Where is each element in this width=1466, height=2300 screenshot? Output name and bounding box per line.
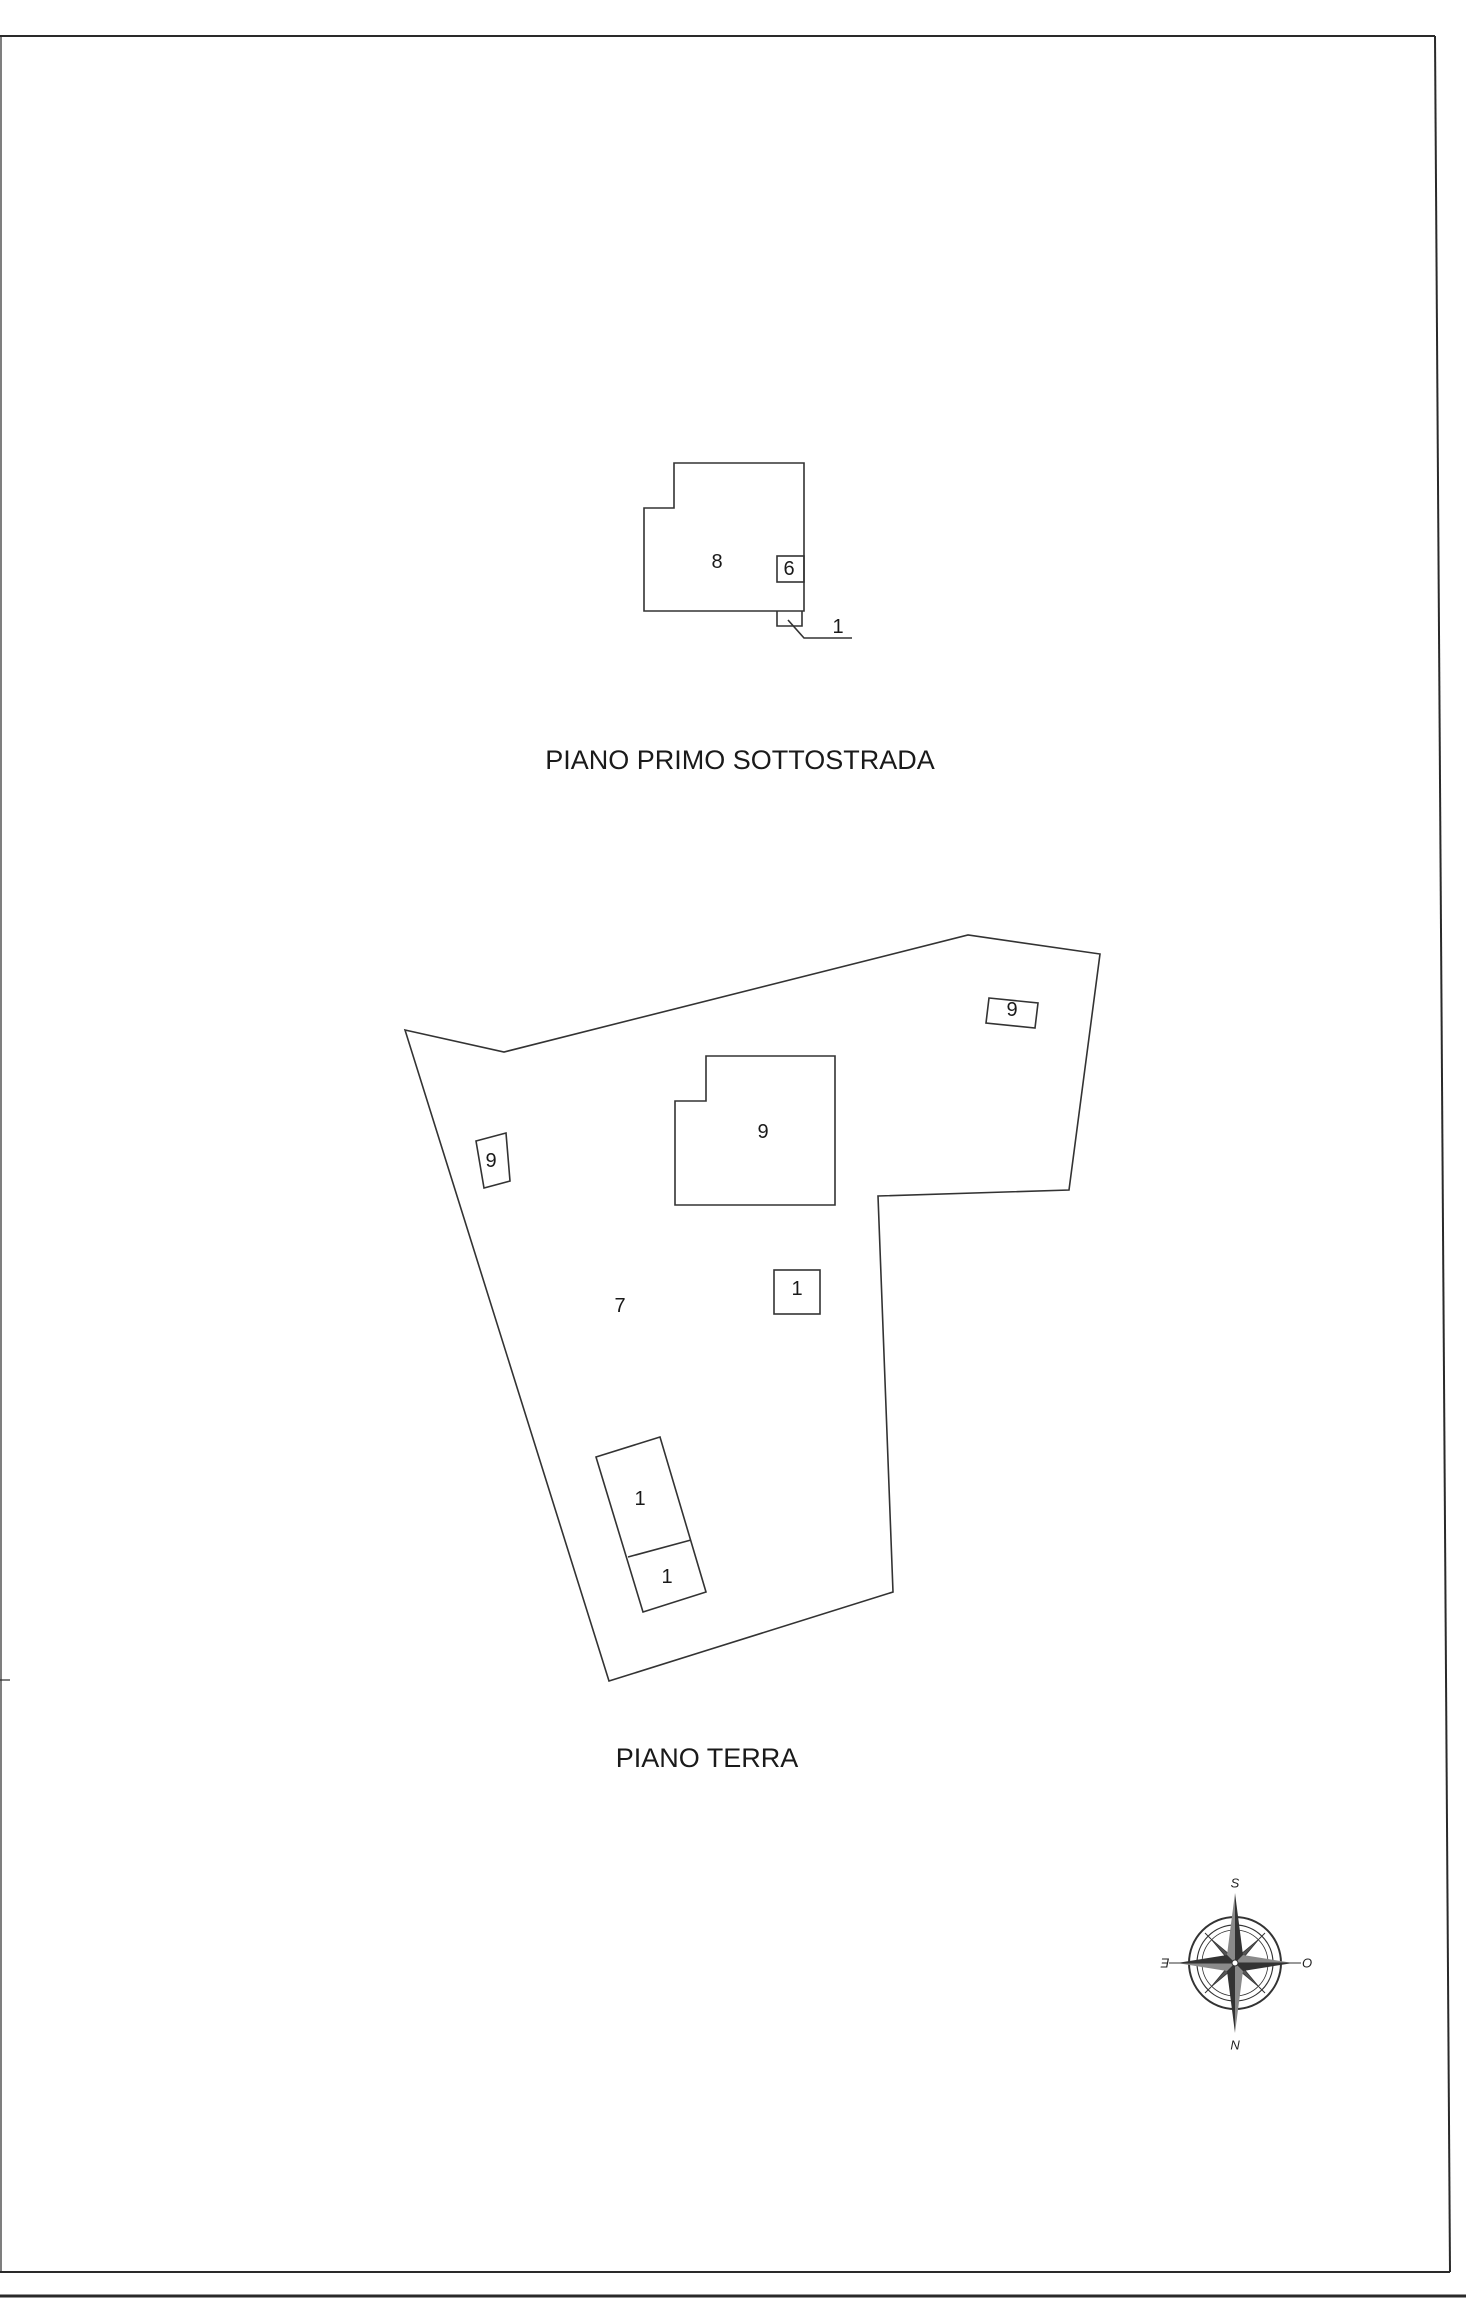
outbuilding-divider	[628, 1540, 691, 1557]
ground-title: PIANO TERRA	[615, 1743, 799, 1773]
basement-small-annex	[777, 611, 802, 626]
box-label-1-lower-b: 1	[661, 1566, 673, 1588]
shed-label-9-left: 9	[485, 1150, 497, 1172]
main-building-9	[675, 1056, 835, 1205]
shed-label-9-right: 9	[1006, 999, 1018, 1021]
ground-floor-plan	[405, 935, 1100, 1773]
basement-outline	[644, 463, 804, 611]
room-label-8: 8	[711, 551, 723, 573]
compass-label-top: S	[1230, 1875, 1240, 1891]
area-label-7: 7	[614, 1295, 626, 1317]
ground-lot-outline	[405, 935, 1100, 1681]
compass-label-right: O	[1301, 1955, 1313, 1971]
compass-label-left: E	[1160, 1955, 1170, 1971]
outbuilding-1-lower	[596, 1437, 706, 1612]
basement-title: PIANO PRIMO SOTTOSTRADA	[545, 745, 935, 775]
compass-label-bottom: N	[1230, 2037, 1240, 2053]
room-label-6: 6	[783, 558, 795, 580]
box-label-1-lower-a: 1	[634, 1488, 646, 1510]
basement-floor-plan	[545, 463, 935, 775]
box-label-1-center: 1	[791, 1278, 803, 1300]
compass-rose-icon	[1160, 1876, 1312, 2053]
building-label-9: 9	[757, 1121, 769, 1143]
callout-label-1: 1	[832, 616, 844, 638]
